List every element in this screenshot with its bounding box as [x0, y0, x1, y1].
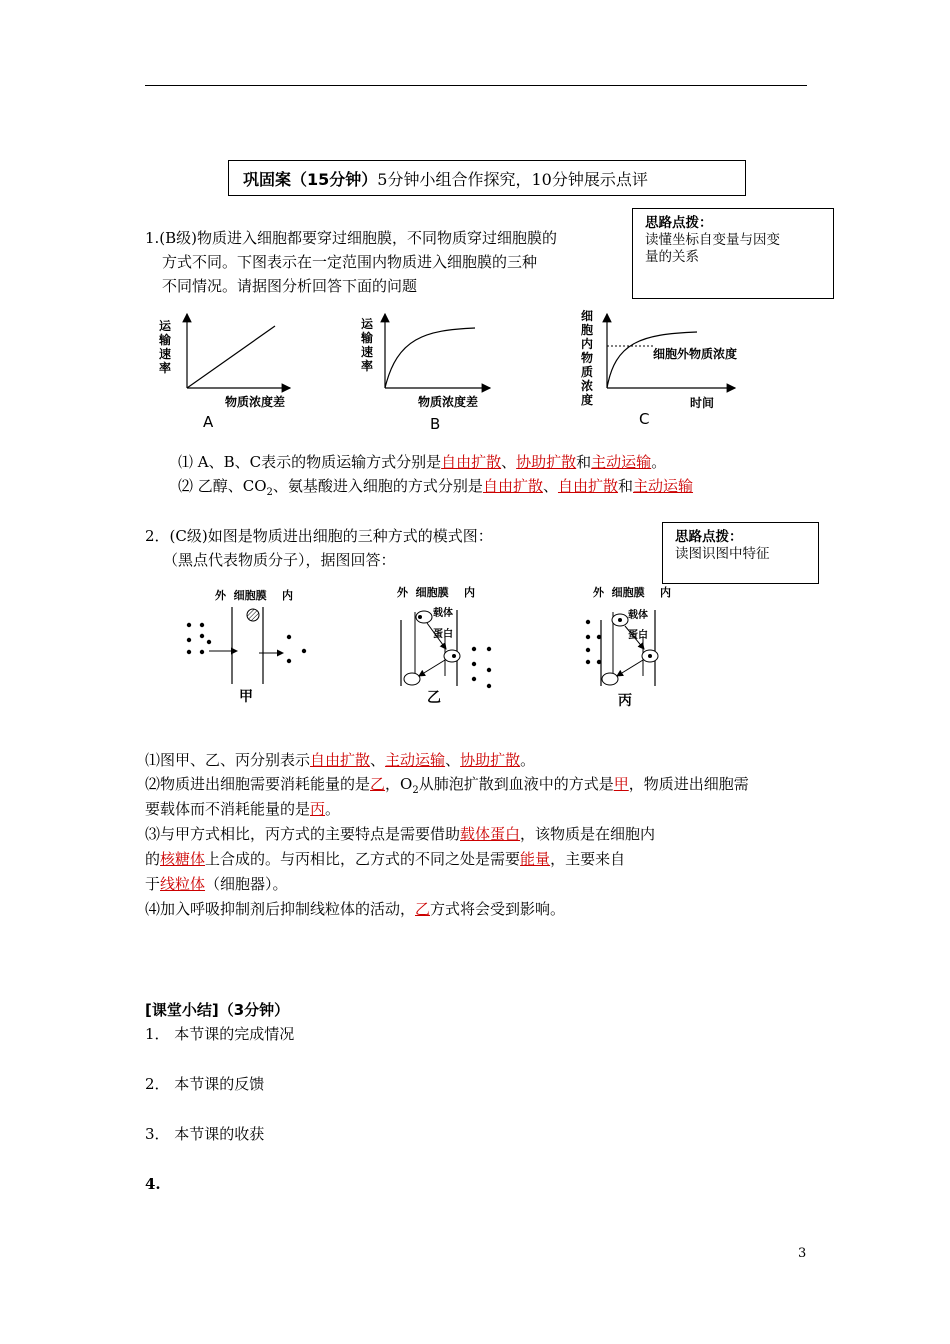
graph-a-curve — [187, 326, 275, 388]
q2-a1-answer-1: 自由扩散 — [310, 751, 371, 769]
q1-sub2-mid: 、氨基酸进入细胞的方式分别是 — [272, 477, 483, 495]
graph-c-ylabel-5: 浓 — [580, 379, 594, 393]
summary-item-4: 4. — [145, 1175, 161, 1193]
q2-a4-answer-1: 乙 — [415, 900, 431, 918]
q2-a3-answer-2: 核糖体 — [160, 850, 206, 868]
q1-line2: 方式不同。下图表示在一定范围内物质进入细胞膜的三种 — [162, 253, 538, 271]
graph-a-ylabel-2: 速 — [158, 347, 172, 361]
graph-c-ylabel-2: 内 — [580, 337, 594, 351]
section-title-box — [228, 160, 746, 196]
q2-a1-prefix: ⑴图甲、乙、丙分别表示 — [145, 751, 311, 769]
q1-line3: 不同情况。请据图分析回答下面的问题 — [162, 277, 418, 295]
hint-1-text-line1: 读懂坐标自变量与因变 — [645, 232, 780, 248]
hint-1-title: 思路点拨： — [645, 215, 713, 231]
section-title-rest: 5分钟小组合作探究，10分钟展示点评 — [377, 169, 648, 189]
yi-caption: 乙 — [427, 690, 441, 706]
section-title-bold: 巩固案（15分钟） — [243, 169, 378, 189]
summary-title: [课堂小结]（3分钟） — [145, 1001, 290, 1019]
q2-a2-end: 。 — [325, 800, 341, 818]
graph-b-curve — [385, 328, 475, 388]
yi-carrier-1: 载体 — [433, 608, 453, 619]
q2-line1: 2．(C级)如图是物质进出细胞的三种方式的模式图： — [145, 527, 493, 545]
q2-a3-line2-mid: 上合成的。与丙相比，乙方式的不同之处是需要 — [205, 850, 521, 868]
graph-b-ylabel-1: 输 — [360, 331, 374, 345]
q2-a4-end: 方式将会受到影响。 — [430, 900, 566, 918]
graph-b-xlabel: 物质浓度差 — [418, 395, 479, 409]
jia-label: 外 细胞膜 内 — [215, 589, 293, 602]
q2-a2-mid-3: ，物质进出细胞需 — [628, 775, 749, 793]
q1-line1: 1.(B级)物质进入细胞都要穿过细胞膜，不同物质穿过细胞膜的 — [145, 229, 558, 247]
graph-a-ylabel-0: 运 — [158, 319, 172, 333]
graph-a-ylabel-3: 率 — [158, 361, 172, 375]
q2-a3-line2-end: ，主要来自 — [550, 850, 626, 868]
q2-a3-line3-prefix: 于 — [145, 875, 161, 893]
graph-a-xlabel: 物质浓度差 — [225, 395, 286, 409]
diagram-bing — [586, 585, 671, 709]
q2-a1-answer-3: 协助扩散 — [460, 751, 521, 769]
q2-diagrams — [175, 582, 695, 712]
graph-b-ylabel-3: 率 — [360, 359, 374, 373]
q1-sub2-answer-3: 主动运输 — [633, 477, 694, 495]
q2-a2-mid-1: ，O — [385, 775, 413, 793]
yi-label: 外 细胞膜 内 — [397, 586, 475, 599]
graph-c-ylabel-0: 细 — [580, 309, 594, 323]
q2-a3-mid: ，该物质是在细胞内 — [520, 825, 656, 843]
q2-a2-answer-2: 甲 — [613, 775, 629, 793]
hint-2-text: 读图识图中特征 — [675, 546, 770, 562]
q2-a3-line2-prefix: 的 — [145, 850, 161, 868]
graph-b-caption: B — [430, 415, 441, 433]
hint-1-text-line2: 量的关系 — [645, 249, 699, 265]
q2-a3-answer-3: 能量 — [520, 850, 551, 868]
graph-a-caption: A — [203, 413, 214, 431]
q2-line2: （黑点代表物质分子），据图回答： — [163, 551, 396, 569]
graph-c-caption: C — [639, 410, 650, 428]
q2-answer-2-line2 — [145, 797, 340, 821]
jia-molecule — [247, 609, 259, 621]
hint-2-title: 思路点拨： — [675, 529, 743, 545]
q1-sub2-subscript: 2 — [266, 487, 273, 498]
bing-carrier-2: 蛋白 — [628, 630, 648, 641]
graph-a-ylabel-1: 输 — [158, 333, 172, 347]
q1-sub2-sep-2: 和 — [617, 477, 633, 495]
q2-answer-1 — [145, 748, 535, 772]
header-rule — [145, 85, 807, 86]
jia-caption: 甲 — [239, 689, 253, 705]
bing-caption: 丙 — [618, 693, 632, 709]
q2-a2-prefix: ⑵物质进出细胞需要消耗能量的是 — [145, 775, 371, 793]
q1-sub1-answer-1: 自由扩散 — [441, 453, 502, 471]
q1-graphs — [145, 308, 785, 433]
graph-b — [360, 314, 490, 433]
summary-item-1: 1． 本节课的完成情况 — [145, 1025, 295, 1043]
q1-sub2-sep-1: 、 — [542, 477, 558, 495]
q1-sub2-answer-2: 自由扩散 — [557, 477, 618, 495]
q2-a1-sep-1: 、 — [370, 751, 386, 769]
q1-sub1-sep-2: 和 — [576, 453, 592, 471]
page-number: 3 — [798, 1246, 807, 1261]
q1-sub1 — [178, 450, 666, 474]
yi-carrier-2: 蛋白 — [433, 629, 453, 640]
q2-a3-answer-4: 线粒体 — [160, 875, 206, 893]
summary-item-3: 3． 本节课的收获 — [145, 1125, 265, 1143]
q1-sub2 — [178, 474, 693, 505]
q2-a3-prefix: ⑶与甲方式相比，丙方式的主要特点是需要借助 — [145, 825, 461, 843]
hint-box-2 — [662, 522, 819, 584]
q2-answer-3-line3 — [145, 872, 288, 896]
q1-sub1-answer-3: 主动运输 — [591, 453, 652, 471]
q2-a2-line2-prefix: 要载体而不消耗能量的是 — [145, 800, 311, 818]
q2-a4-prefix: ⑷加入呼吸抑制剂后抑制线粒体的活动， — [145, 900, 416, 918]
bing-label: 外 细胞膜 内 — [593, 586, 671, 599]
diagram-yi — [397, 585, 491, 706]
bing-carrier-1: 载体 — [628, 610, 648, 621]
q2-answer-3-line1 — [145, 822, 655, 846]
graph-a — [158, 314, 290, 431]
q2-a3-answer-1: 载体蛋白 — [460, 825, 521, 843]
graph-c-ylabel-6: 度 — [580, 393, 594, 407]
diagram-jia — [187, 588, 306, 705]
graph-c-ylabel-4: 质 — [580, 365, 594, 379]
graph-c — [581, 308, 737, 428]
graph-b-ylabel-0: 运 — [360, 317, 374, 331]
summary-item-2: 2． 本节课的反馈 — [145, 1075, 265, 1093]
graph-c-xlabel: 时间 — [690, 396, 715, 410]
q1-sub1-sep-1: 、 — [501, 453, 517, 471]
q1-sub1-answer-2: 协助扩散 — [516, 453, 577, 471]
q1-sub1-prefix: ⑴ A、B、C表示的物质运输方式分别是 — [178, 453, 442, 471]
q2-answer-4 — [145, 897, 565, 921]
q1-sub2-answer-1: 自由扩散 — [482, 477, 543, 495]
hint-box-1 — [632, 208, 834, 299]
q2-a1-sep-2: 、 — [445, 751, 461, 769]
q2-a2-answer-3: 丙 — [310, 800, 326, 818]
q2-a2-mid-2: 从肺泡扩散到血液中的方式是 — [418, 775, 614, 793]
q2-a3-line3-end: （细胞器）。 — [205, 875, 288, 893]
graph-c-annotation: 细胞外物质浓度 — [653, 347, 738, 361]
q2-a2-subscript: 2 — [412, 785, 419, 796]
q2-a1-answer-2: 主动运输 — [385, 751, 446, 769]
q1-sub1-end: 。 — [651, 453, 667, 471]
q2-a1-end: 。 — [520, 751, 536, 769]
q1-sub2-prefix: ⑵ 乙醇、CO — [178, 477, 267, 495]
graph-b-ylabel-2: 速 — [360, 345, 374, 359]
graph-c-ylabel-3: 物 — [580, 351, 594, 365]
graph-c-ylabel-1: 胞 — [580, 323, 594, 337]
q2-a2-answer-1: 乙 — [370, 775, 386, 793]
q2-answer-3-line2 — [145, 847, 625, 871]
